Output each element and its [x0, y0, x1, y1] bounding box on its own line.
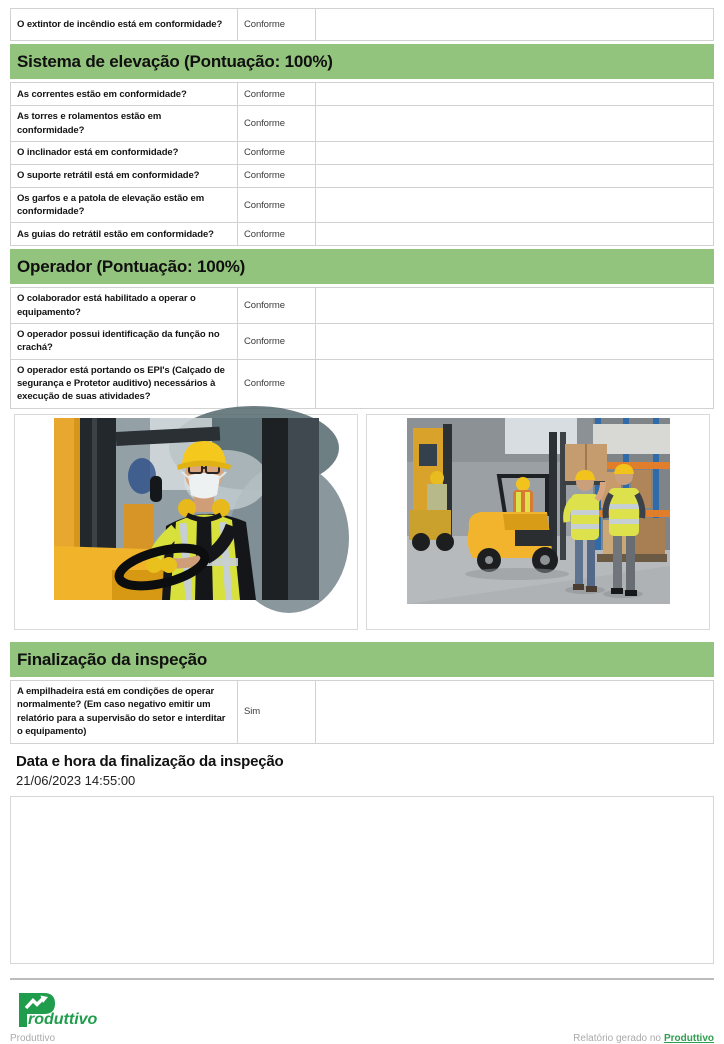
- empty-cell: [316, 359, 714, 408]
- answer-cell: Conforme: [238, 359, 316, 408]
- answer-cell: Conforme: [238, 324, 316, 360]
- empty-cell: [316, 187, 714, 223]
- table-row: [11, 324, 714, 360]
- datetime-value: 21/06/2023 14:55:00: [16, 772, 136, 788]
- page-footer: [10, 1033, 714, 1044]
- answer-cell: Conforme: [238, 83, 316, 106]
- empty-cell: [316, 106, 714, 142]
- empty-notes-box: [10, 796, 714, 964]
- empty-cell: [316, 141, 714, 164]
- answer-cell: Conforme: [238, 106, 316, 142]
- section-header-operador: Operador (Pontuação: 100%): [10, 249, 714, 284]
- produttivo-logo-icon: [14, 991, 174, 1029]
- empty-cell: [316, 324, 714, 360]
- empty-cell: [316, 288, 714, 324]
- empty-cell: [316, 680, 714, 743]
- question-cell: O operador está portando os EPI's (Calçado de segurança e Protetor auditivo) necessários à execução de suas atividades?: [11, 359, 238, 408]
- footer-company-name: Produttivo: [10, 1032, 56, 1044]
- sistema-elevacao-table: [10, 82, 714, 246]
- continued-question-table: [10, 8, 714, 41]
- question-cell: A empilhadeira está em condições de operar normalmente? (Em caso negativo emitir um relatório para a supervisão do setor e interditar o equipamento): [11, 680, 238, 743]
- answer-cell: Conforme: [238, 288, 316, 324]
- table-row: [11, 164, 714, 187]
- photo-grid: [14, 414, 710, 630]
- table-row: [11, 187, 714, 223]
- answer-cell: Conforme: [238, 187, 316, 223]
- answer-cell: Sim: [238, 680, 316, 743]
- question-cell: O extintor de incêndio está em conformidade?: [11, 9, 238, 41]
- table-row: [11, 141, 714, 164]
- table-row: [11, 680, 714, 743]
- photo-card: [14, 414, 358, 630]
- question-cell: As guias do retrátil estão em conformidade?: [11, 223, 238, 246]
- empty-cell: [316, 223, 714, 246]
- brand-logo-row: [14, 991, 714, 1029]
- answer-cell: Conforme: [238, 164, 316, 187]
- table-row: [11, 106, 714, 142]
- footer-divider: [10, 978, 714, 980]
- section-header-finalizacao: Finalização da inspeção: [10, 642, 714, 677]
- section-header-sistema-elevacao: Sistema de elevação (Pontuação: 100%): [10, 44, 714, 79]
- question-cell: O inclinador está em conformidade?: [11, 141, 238, 164]
- question-cell: As correntes estão em conformidade?: [11, 83, 238, 106]
- finalizacao-table: [10, 680, 714, 744]
- logo-wordmark: roduttivo: [28, 1010, 98, 1028]
- question-cell: Os garfos e a patola de elevação estão em conformidade?: [11, 187, 238, 223]
- generated-prefix: Relatório gerado no: [573, 1032, 661, 1044]
- warehouse-workers-photo: [407, 418, 670, 604]
- answer-cell: Conforme: [238, 223, 316, 246]
- empty-cell: [316, 164, 714, 187]
- footer-generated-note: [573, 1033, 714, 1044]
- table-row: [11, 359, 714, 408]
- question-cell: As torres e rolamentos estão em conformidade?: [11, 106, 238, 142]
- photo-card: [366, 414, 710, 630]
- forklift-operator-photo: [54, 418, 319, 600]
- table-row: [11, 288, 714, 324]
- table-row: [11, 223, 714, 246]
- question-cell: O suporte retrátil está em conformidade?: [11, 164, 238, 187]
- question-cell: O operador possui identificação da função no crachá?: [11, 324, 238, 360]
- question-cell: O colaborador está habilitado a operar o equipamento?: [11, 288, 238, 324]
- produttivo-link[interactable]: Produttivo: [664, 1032, 714, 1044]
- empty-cell: [316, 9, 714, 41]
- empty-cell: [316, 83, 714, 106]
- table-row: [11, 9, 714, 41]
- answer-cell: Conforme: [238, 9, 316, 41]
- answer-cell: Conforme: [238, 141, 316, 164]
- table-row: [11, 83, 714, 106]
- datetime-label: Data e hora da finalização da inspeção: [16, 752, 284, 770]
- operador-table: [10, 287, 714, 408]
